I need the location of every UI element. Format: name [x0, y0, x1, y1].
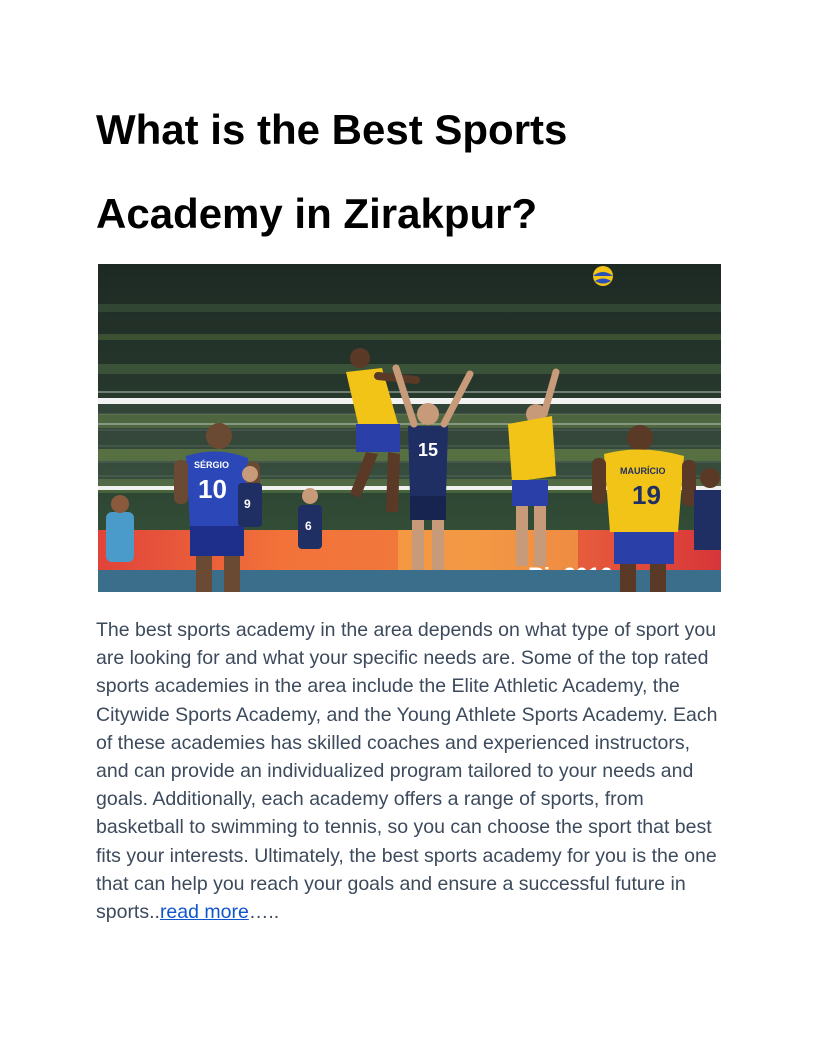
article-paragraph: The best sports academy in the area depends on what type of sport you are looking for and what your specific needs are. Some of the top rated sports academies in the area include the Elite Athletic Academy, the Citywide Sports Academy, and the Young Athlete Sports Academy. Each of these academies has skilled coaches and experienced instructors, and can provide an individualized program tailored to your needs and goals. Additionally, each academy offers a range of sports, from basketball to swimming to tennis, so you can choose the sport that best fits your interests. Ultimately, the best sports academy for you is the one that can help you reach your goals and ensure a successful future in sports.. [96, 619, 718, 924]
volleyball-photo [98, 264, 721, 592]
hero-image [98, 264, 721, 592]
player-left-name: SÉRGIO [194, 460, 230, 470]
page-title [96, 88, 736, 256]
back-player-number: 6 [305, 519, 312, 533]
blocker-number: 15 [418, 440, 439, 460]
player-left-number: 10 [198, 474, 227, 504]
ellipsis: ….. [248, 901, 280, 924]
title-line-1: What is the Best Sports [96, 106, 568, 153]
read-more-link[interactable]: read more [159, 901, 249, 924]
article-body [96, 616, 726, 926]
small-player-number: 9 [244, 497, 251, 511]
title-line-2: Academy in Zirakpur? [96, 190, 538, 237]
player-right-name: MAURÍCIO [620, 466, 666, 476]
volleyball [593, 266, 613, 286]
player-right-number: 19 [632, 480, 661, 510]
